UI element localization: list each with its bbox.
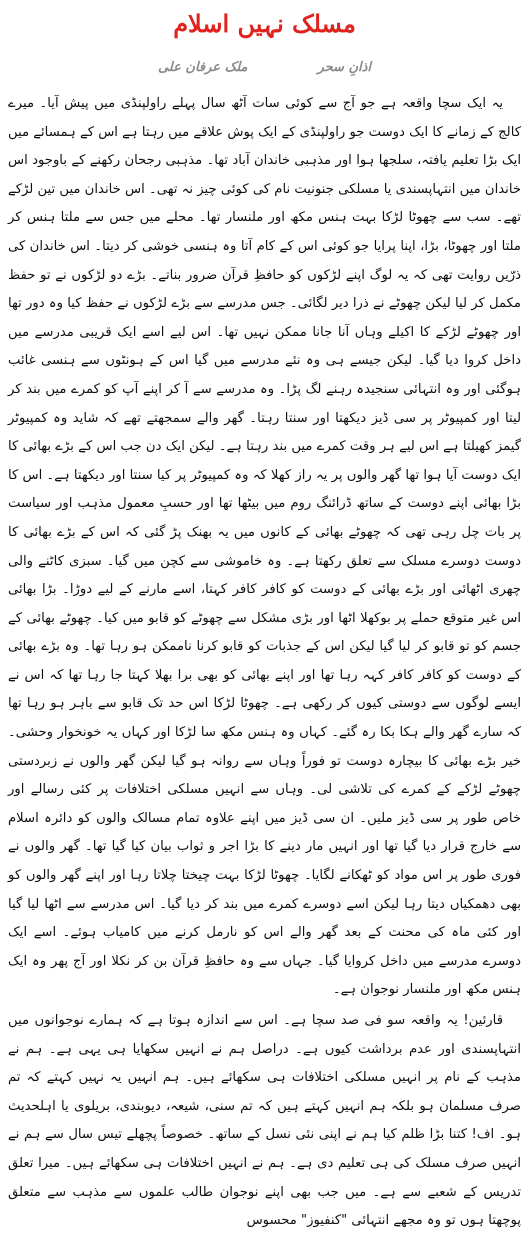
article-title: مسلک نہیں اسلام xyxy=(173,9,356,38)
article-body xyxy=(8,90,521,1236)
article-paragraph: یہ ایک سچا واقعہ ہے جو آج سے کوئی سات آٹھ سال پہلے راولپنڈی میں پیش آیا۔ میرے کالج کے زمانے کا ایک دوست جو راولپنڈی کے ایک پوش علاقے میں رہتا ہے اس کے ہمسائے میں ایک بڑا تعلیم یافتہ، سلجھا ہوا اور مذہبی خاندان آباد تھا۔ مذہبی رجحان رکھنے کے باوجود اس خاندان میں انتہاپسندی یا مسلکی جنونیت نام کی کوئی چیز نہ تھی۔ اس خاندان میں تین لڑکے تھے۔ سب سے چھوٹا لڑکا بہت ہنس مکھ اور ملنسار تھا۔ محلے میں جس سے ملتا ہنس کر ملتا اور چھوٹا، بڑا، اپنا پرایا جو کوئی اس کے کام آتا وہ ہنسی خوشی کر دیتا۔ اس خاندان کی ذرّیں روایت تھی کہ یہ لوگ اپنے لڑکوں کو حافظِ قرآن ضرور بناتے۔ بڑے دو لڑکوں نے تو حفظ مکمل کر لیا لیکن چھوٹے نے ذرا دیر لگائی۔ جس مدرسے سے بڑے لڑکوں نے حفظ کیا وہ دور تھا اور چھوٹے لڑکے کا اکیلے وہاں آنا جانا ممکن نہیں تھا۔ اس لیے اسے ایک قریبی مدرسے میں داخل کروا دیا گیا۔ لیکن جیسے ہی وہ نئے مدرسے میں گیا اس کے ہونٹوں سے ہنسی غائب ہوگئی اور وہ انتہائی سنجیدہ رہنے لگ پڑا۔ وہ مدرسے سے آ کر اپنے آپ کو کمرے میں بند کر لیتا اور کمپیوٹر پر سی ڈیز دیکھتا اور سنتا رہتا۔ گھر والے سمجھتے تھے کہ شاید وہ کمپیوٹر گیمز کھیلتا ہے اس لیے ہر وقت کمرے میں بند رہتا ہے۔ لیکن ایک دن جب اس کے بڑے بھائی کا ایک دوست آیا ہوا تھا گھر والوں پر یہ راز کھلا کہ وہ کمپیوٹر پر کیا سنتا اور دیکھتا ہے۔ اس کا بڑا بھائی اپنے دوست کے ساتھ ڈرائنگ روم میں بیٹھا تھا اور حسبِ معمول مذہب اور سیاست پر بات چل رہی تھی کہ چھوٹے بھائی کے کانوں میں یہ بھنک پڑ گئی کہ اس کے بڑے بھائی کا دوست دوسرے مسلک سے تعلق رکھتا ہے۔ وہ خاموشی سے کچن میں گیا۔ سبزی کاٹنے والی چھری اٹھائی اور بڑے بھائی کے دوست کو کافر کافر کہتا، اسے مارنے کے لیے دوڑا۔ بڑا بھائی اس غیر متوقع حملے پر بوکھلا اٹھا اور بڑی مشکل سے چھوٹے کو قابو میں کیا۔ چھوٹے بھائی کے جسم کو تو قابو کر لیا گیا لیکن اس کے جذبات کو قابو کرنا ناممکن ہو رہا تھا۔ وہ بڑے بھائی کے دوست کو کافر کافر کہہ رہا تھا اور اپنے بھائی کو بھی برا بھلا کہتا جا رہا تھا کہ اس نے ایسے لوگوں سے دوستی کیوں کر رکھی ہے۔ چھوٹا لڑکا اس حد تک قابو سے باہر ہو رہا تھا کہ سارے گھر والے ہکا بکا رہ گئے۔ کہاں وہ ہنس مکھ سا لڑکا اور کہاں یہ خونخوار وحشی۔ خیر بڑے بھائی کا بیچارہ دوست تو فوراً وہاں سے روانہ ہو گیا لیکن گھر والوں نے زبردستی چھوٹے لڑکے کے کمرے کی تلاشی لی۔ وہاں سے انہیں مسلکی اختلافات پر کئی رسالے اور خاص طور پر سی ڈیز ملیں۔ ان سی ڈیز میں اپنے علاوہ تمام مسالک والوں کو دائرہ اسلام سے خارج قرار دیا گیا تھا اور انہیں مار دینے کا بڑا اجر و ثواب بیان کیا گیا تھا۔ گھر والوں نے فوری طور پر اس مواد کو ٹھکانے لگایا۔ چھوٹا لڑکا بہت چیختا چلاتا رہا اور اپنے گھر والوں کو بھی دھمکیاں دیتا رہا لیکن اسے دوسرے کمرے میں بند کر دیا گیا۔ اس مدرسے سے اٹھا لیا گیا اور کئی ماہ کی محنت کے بعد گھر والے اس کو نارمل کرنے میں کامیاب ہوئے۔ اسے ایک دوسرے مدرسے میں داخل کروایا گیا۔ جہاں سے وہ حافظِ قرآن بن کر نکلا اور آج پھر وہ ایک ہنس مکھ اور ملنسار نوجوان ہے۔ xyxy=(8,96,521,998)
column-name: اذانِ سحر xyxy=(317,59,372,75)
byline xyxy=(8,50,521,84)
author-name: ملک عرفان علی xyxy=(157,59,248,75)
article-paragraph: قارئین! یہ واقعہ سو فی صد سچا ہے۔ اس سے اندازہ ہوتا ہے کہ ہمارے نوجوانوں میں انتہاپسندی اور عدم برداشت کیوں ہے۔ دراصل ہم نے انہیں سکھایا ہی یہی ہے۔ ہم نے مذہب کے نام پر انہیں مسلکی اختلافات ہی سکھائے ہیں۔ ہم انہیں یہ نہیں کہتے کہ تم صرف مسلمان ہو بلکہ ہم انہیں کہتے ہیں کہ تم سنی، شیعہ، دیوبندی، بریلوی یا اہلحدیث ہو۔ اف! کتنا بڑا ظلم کیا ہم نے اپنی نئی نسل کے ساتھ۔ خصوصاً پچھلے تیس سال سے ہم نے انہیں صرف مسلک کی ہی تعلیم دی ہے۔ ہم نے انہیں اختلافات ہی سکھائے ہیں۔ میرا تعلق تدریس کے شعبے سے ہے۔ میں جب بھی اپنے نوجوان طالب علموں سے مذہب سے متعلق پوچھتا ہوں تو وہ مجھے انتہائی "کنفیوز" محسوس xyxy=(8,1013,521,1229)
